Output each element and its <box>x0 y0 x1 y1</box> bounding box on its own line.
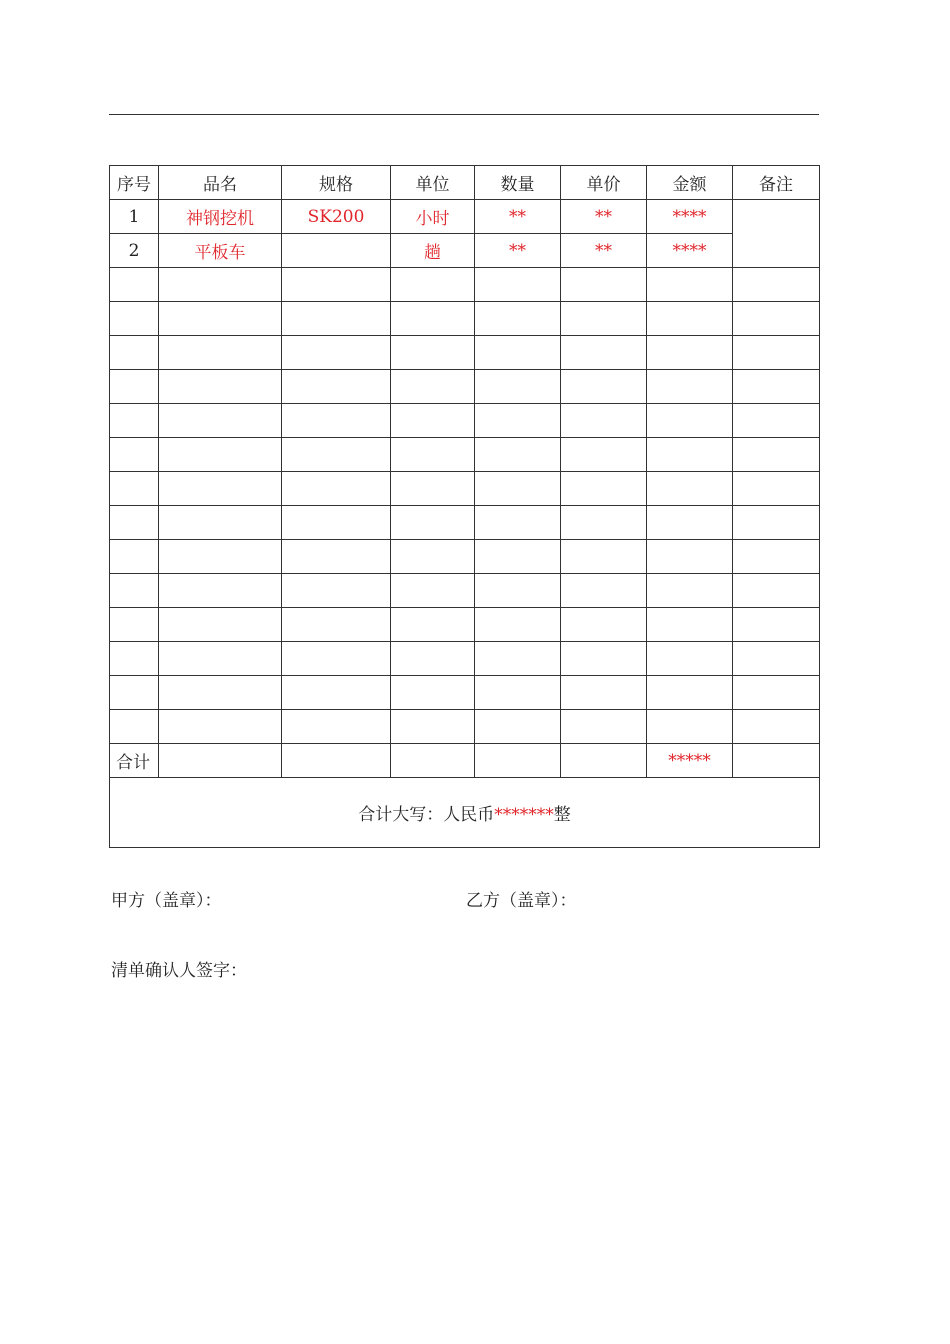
total-cell <box>391 744 475 778</box>
empty-row <box>110 506 820 540</box>
empty-cell <box>282 268 391 302</box>
empty-cell <box>391 438 475 472</box>
empty-cell <box>647 302 733 336</box>
empty-cell <box>475 710 561 744</box>
empty-row <box>110 404 820 438</box>
empty-cell <box>475 268 561 302</box>
empty-cell <box>647 676 733 710</box>
top-rule <box>109 114 819 115</box>
empty-row <box>110 438 820 472</box>
empty-cell <box>391 370 475 404</box>
empty-cell <box>391 540 475 574</box>
row-unit-price: ** <box>561 200 647 234</box>
empty-cell <box>110 608 159 642</box>
row-amount: **** <box>647 200 733 234</box>
empty-cell <box>110 370 159 404</box>
empty-cell <box>733 608 820 642</box>
empty-cell <box>282 506 391 540</box>
empty-cell <box>733 438 820 472</box>
empty-cell <box>110 268 159 302</box>
empty-cell <box>159 506 282 540</box>
total-cell <box>282 744 391 778</box>
empty-cell <box>733 370 820 404</box>
header-name: 品名 <box>159 166 282 200</box>
empty-cell <box>475 608 561 642</box>
table-row <box>110 200 820 234</box>
empty-cell <box>733 642 820 676</box>
empty-cell <box>647 710 733 744</box>
empty-row <box>110 710 820 744</box>
empty-cell <box>475 302 561 336</box>
empty-cell <box>733 574 820 608</box>
empty-cell <box>475 642 561 676</box>
row-quantity: ** <box>475 200 561 234</box>
empty-row <box>110 370 820 404</box>
row-remark <box>733 200 820 268</box>
empty-cell <box>561 472 647 506</box>
empty-cell <box>159 472 282 506</box>
empty-cell <box>391 302 475 336</box>
amount-words-value: ******* <box>494 805 554 825</box>
empty-cell <box>647 608 733 642</box>
empty-cell <box>282 302 391 336</box>
empty-cell <box>475 336 561 370</box>
empty-cell <box>159 336 282 370</box>
empty-row <box>110 540 820 574</box>
party-a-seal: 甲方（盖章）： <box>111 891 222 911</box>
empty-row <box>110 302 820 336</box>
total-cell <box>561 744 647 778</box>
total-label: 合计 <box>110 744 159 778</box>
empty-cell <box>110 574 159 608</box>
confirm-signature: 清单确认人签字： <box>111 961 247 981</box>
empty-cell <box>282 676 391 710</box>
empty-cell <box>475 506 561 540</box>
header-index: 序号 <box>110 166 159 200</box>
empty-cell <box>391 506 475 540</box>
empty-cell <box>391 404 475 438</box>
empty-cell <box>733 472 820 506</box>
total-cell <box>733 744 820 778</box>
empty-cell <box>561 710 647 744</box>
amount-words <box>110 778 820 848</box>
empty-cell <box>391 676 475 710</box>
empty-cell <box>561 438 647 472</box>
row-amount: **** <box>647 234 733 268</box>
empty-cell <box>733 336 820 370</box>
row-quantity: ** <box>475 234 561 268</box>
empty-cell <box>159 608 282 642</box>
empty-cell <box>647 472 733 506</box>
party-b-seal: 乙方（盖章）： <box>466 891 577 911</box>
empty-cell <box>561 302 647 336</box>
empty-cell <box>159 404 282 438</box>
empty-row <box>110 472 820 506</box>
total-cell <box>475 744 561 778</box>
empty-cell <box>110 336 159 370</box>
empty-cell <box>391 642 475 676</box>
empty-cell <box>391 472 475 506</box>
empty-cell <box>391 336 475 370</box>
row-spec: SK200 <box>282 200 391 234</box>
empty-cell <box>561 404 647 438</box>
empty-cell <box>561 506 647 540</box>
empty-cell <box>159 438 282 472</box>
empty-cell <box>647 438 733 472</box>
empty-cell <box>647 574 733 608</box>
row-index: 2 <box>110 234 159 268</box>
bill-table <box>109 165 820 848</box>
empty-cell <box>733 676 820 710</box>
empty-cell <box>159 540 282 574</box>
empty-cell <box>110 710 159 744</box>
total-cell <box>159 744 282 778</box>
empty-cell <box>110 642 159 676</box>
header-unit: 单位 <box>391 166 475 200</box>
empty-cell <box>159 574 282 608</box>
empty-cell <box>282 608 391 642</box>
empty-cell <box>391 710 475 744</box>
empty-cell <box>561 642 647 676</box>
empty-cell <box>475 438 561 472</box>
header-row <box>110 166 820 200</box>
table-row <box>110 234 820 268</box>
empty-cell <box>733 506 820 540</box>
empty-cell <box>159 642 282 676</box>
empty-cell <box>561 268 647 302</box>
empty-cell <box>282 540 391 574</box>
empty-cell <box>282 404 391 438</box>
empty-cell <box>282 336 391 370</box>
total-row <box>110 744 820 778</box>
empty-cell <box>282 642 391 676</box>
header-unit-price: 单价 <box>561 166 647 200</box>
amount-words-row <box>110 778 820 848</box>
header-amount: 金额 <box>647 166 733 200</box>
header-remark: 备注 <box>733 166 820 200</box>
empty-cell <box>647 268 733 302</box>
empty-cell <box>159 302 282 336</box>
empty-cell <box>110 472 159 506</box>
row-unit: 趟 <box>391 234 475 268</box>
empty-cell <box>647 506 733 540</box>
empty-cell <box>282 370 391 404</box>
empty-cell <box>110 676 159 710</box>
empty-row <box>110 676 820 710</box>
row-index: 1 <box>110 200 159 234</box>
empty-cell <box>561 574 647 608</box>
empty-cell <box>733 404 820 438</box>
empty-cell <box>475 574 561 608</box>
amount-words-suffix: 整 <box>553 805 571 825</box>
row-name: 平板车 <box>159 234 282 268</box>
amount-words-prefix: 合计大写：人民币 <box>358 805 495 825</box>
empty-cell <box>647 370 733 404</box>
empty-cell <box>733 540 820 574</box>
empty-cell <box>110 506 159 540</box>
total-amount: ***** <box>647 744 733 778</box>
empty-cell <box>282 574 391 608</box>
empty-cell <box>647 336 733 370</box>
empty-cell <box>647 540 733 574</box>
row-unit: 小时 <box>391 200 475 234</box>
empty-cell <box>391 574 475 608</box>
row-name: 神钢挖机 <box>159 200 282 234</box>
empty-cell <box>733 268 820 302</box>
empty-cell <box>282 438 391 472</box>
empty-cell <box>282 710 391 744</box>
empty-cell <box>391 268 475 302</box>
empty-cell <box>475 370 561 404</box>
empty-cell <box>561 676 647 710</box>
row-spec <box>282 234 391 268</box>
empty-cell <box>282 472 391 506</box>
empty-cell <box>110 302 159 336</box>
empty-row <box>110 574 820 608</box>
empty-cell <box>159 370 282 404</box>
empty-row <box>110 268 820 302</box>
header-quantity: 数量 <box>475 166 561 200</box>
header-spec: 规格 <box>282 166 391 200</box>
empty-cell <box>475 472 561 506</box>
empty-cell <box>733 710 820 744</box>
empty-cell <box>110 438 159 472</box>
empty-cell <box>561 608 647 642</box>
empty-cell <box>561 540 647 574</box>
empty-cell <box>159 710 282 744</box>
empty-cell <box>733 302 820 336</box>
empty-cell <box>647 404 733 438</box>
empty-cell <box>391 608 475 642</box>
empty-cell <box>561 370 647 404</box>
empty-cell <box>110 540 159 574</box>
empty-cell <box>475 676 561 710</box>
empty-cell <box>475 404 561 438</box>
empty-cell <box>159 676 282 710</box>
empty-row <box>110 608 820 642</box>
empty-cell <box>647 642 733 676</box>
empty-row <box>110 642 820 676</box>
empty-cell <box>561 336 647 370</box>
empty-cell <box>159 268 282 302</box>
row-unit-price: ** <box>561 234 647 268</box>
empty-cell <box>110 404 159 438</box>
empty-cell <box>475 540 561 574</box>
empty-row <box>110 336 820 370</box>
